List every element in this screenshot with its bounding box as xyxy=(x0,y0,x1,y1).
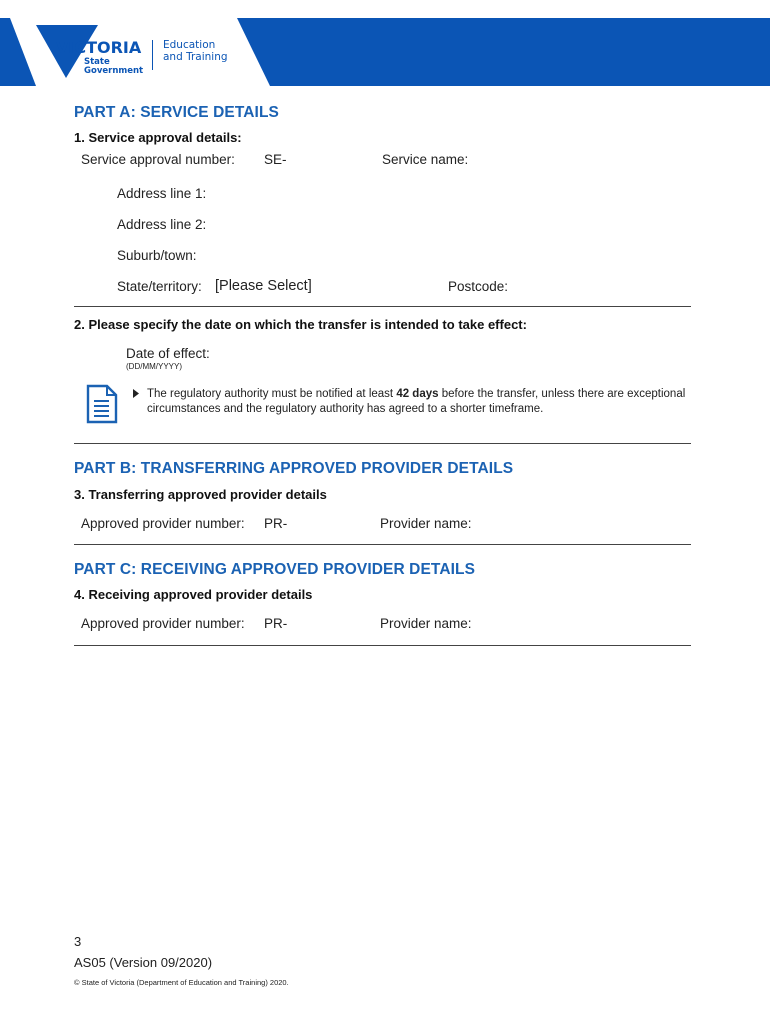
department-name xyxy=(163,39,228,63)
divider xyxy=(74,645,691,646)
service-name-field[interactable] xyxy=(478,152,692,170)
section2-heading: 2. Please specify the date on which the transfer is intended to take effect: xyxy=(74,317,527,332)
document-icon xyxy=(86,384,118,424)
date-of-effect-label: Date of effect: xyxy=(126,346,210,361)
note-text-post: before the transfer, unless there are exceptional circumstances and the regulatory authority has agreed to a shorter timeframe. xyxy=(147,388,686,415)
date-format-hint: (DD/MM/YYYY) xyxy=(126,362,182,371)
section3-heading: 3. Transferring approved provider details xyxy=(74,487,327,502)
form-version: AS05 (Version 09/2020) xyxy=(74,955,213,970)
receiving-provider-prefix: PR- xyxy=(264,616,288,631)
section4-heading: 4. Receiving approved provider details xyxy=(74,587,313,602)
department-line2: and Training xyxy=(163,51,228,63)
notification-note xyxy=(147,387,692,417)
service-approval-prefix: SE- xyxy=(264,152,287,167)
address-line1-field[interactable] xyxy=(215,186,689,204)
state-select[interactable]: [Please Select] xyxy=(215,278,312,294)
brand-sub-government: Government xyxy=(84,66,144,76)
divider xyxy=(74,443,691,444)
transferring-provider-name-field[interactable] xyxy=(480,516,692,534)
bullet-arrow-icon xyxy=(133,389,139,398)
service-approval-number-field[interactable] xyxy=(288,152,377,170)
divider xyxy=(74,544,691,545)
receiving-provider-name-field[interactable] xyxy=(480,616,692,634)
address-line1-label: Address line 1: xyxy=(117,186,207,201)
suburb-label: Suburb/town: xyxy=(117,248,197,263)
brand-name: VICTORIA xyxy=(56,38,142,57)
service-approval-label: Service approval number: xyxy=(81,152,235,167)
victoria-logo xyxy=(44,38,154,78)
department-line1: Education xyxy=(163,39,216,51)
note-text-pre: The regulatory authority must be notified at least xyxy=(147,388,397,400)
divider xyxy=(74,306,691,307)
receiving-provider-number-field[interactable] xyxy=(290,616,374,634)
transferring-provider-number-label: Approved provider number: xyxy=(81,516,245,531)
postcode-field[interactable] xyxy=(516,279,620,297)
copyright: © State of Victoria (Department of Education and Training) 2020. xyxy=(74,978,289,987)
date-of-effect-field[interactable] xyxy=(220,346,374,364)
postcode-label: Postcode: xyxy=(448,279,509,294)
receiving-provider-name-label: Provider name: xyxy=(380,616,472,631)
note-text-bold: 42 days xyxy=(396,388,439,400)
receiving-provider-number-label: Approved provider number: xyxy=(81,616,245,631)
address-line2-label: Address line 2: xyxy=(117,217,207,232)
suburb-field[interactable] xyxy=(205,248,689,266)
state-label: State/territory: xyxy=(117,279,202,294)
logo-divider xyxy=(152,40,153,70)
transferring-provider-number-field[interactable] xyxy=(290,516,374,534)
brand-sub-state: State xyxy=(84,57,110,67)
part-b-title: PART B: TRANSFERRING APPROVED PROVIDER DETAILS xyxy=(74,460,514,477)
service-name-label: Service name: xyxy=(382,152,469,167)
part-a-title: PART A: SERVICE DETAILS xyxy=(74,104,279,121)
transferring-provider-prefix: PR- xyxy=(264,516,288,531)
address-line2-field[interactable] xyxy=(215,217,689,235)
part-c-title: PART C: RECEIVING APPROVED PROVIDER DETAILS xyxy=(74,561,476,578)
page-number: 3 xyxy=(74,934,82,949)
section1-heading: 1. Service approval details: xyxy=(74,130,242,145)
transferring-provider-name-label: Provider name: xyxy=(380,516,472,531)
